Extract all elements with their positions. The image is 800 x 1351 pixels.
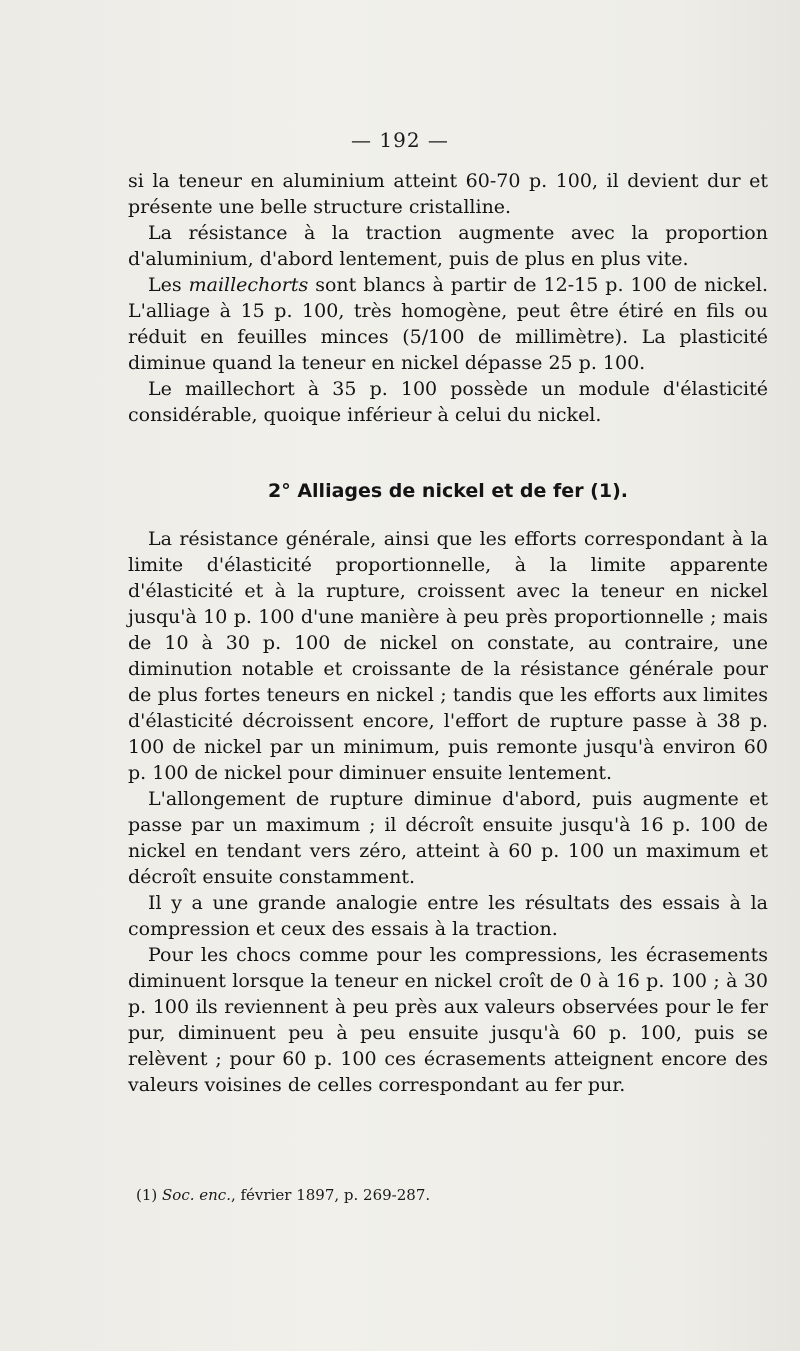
- footnote-source: Soc. enc.: [162, 1186, 231, 1204]
- body-text: [128, 168, 768, 1098]
- paragraph-maillechorts-lead: Les: [148, 274, 189, 296]
- paragraph-allongement: L'allongement de rupture diminue d'abord, puis augmente et passe par un maximum ; il décroît ensuite jusqu'à 16 p. 100 de nickel en tendant vers zéro, atteint à 60 p. 100 un maximum et décroît ensuite constamment.: [128, 788, 768, 888]
- footnote: [136, 1186, 430, 1204]
- paragraph-maillechorts-rest: sont blancs à partir de 12-15 p. 100 de nickel. L'alliage à 15 p. 100, très homogène, peut être étiré en fils ou réduit en feuilles minces (5/100 de millimètre). La plasticité diminue quand la teneur en nickel dépasse 25 p. 100.: [128, 274, 768, 374]
- paragraph-continuation: si la teneur en aluminium atteint 60-70 p. 100, il devient dur et présente une belle structure cristalline.: [128, 170, 768, 218]
- paragraph-traction: La résistance à la traction augmente avec la proportion d'aluminium, d'abord lentement, puis de plus en plus vite.: [128, 222, 768, 270]
- paragraph-maillechorts: [128, 272, 768, 376]
- section-heading: 2° Alliages de nickel et de fer (1).: [268, 480, 628, 502]
- paragraph-compression: Il y a une grande analogie entre les résultats des essais à la compression et ceux des essais à la traction.: [128, 892, 768, 940]
- footnote-marker: (1): [136, 1186, 163, 1204]
- paragraph-module-elasticite: Le maillechort à 35 p. 100 possède un module d'élasticité considérable, quoique inférieur à celui du nickel.: [128, 378, 768, 426]
- paragraph-resistance-generale: La résistance générale, ainsi que les efforts correspondant à la limite d'élasticité proportionnelle, à la limite apparente d'élasticité et à la rupture, croissent avec la teneur en nickel jusqu'à 10 p. 100 d'une manière à peu près proportionnelle ; mais de 10 à 30 p. 100 de nickel on constate, au contraire, une diminution notable et croissante de la résistance générale pour de plus fortes teneurs en nickel ; tandis que les efforts aux limites d'élasticité décroissent encore, l'effort de rupture passe à 38 p. 100 de nickel par un minimum, puis remonte jusqu'à environ 60 p. 100 de nickel pour diminuer ensuite lentement.: [128, 528, 768, 784]
- page-number: — 192 —: [351, 128, 449, 152]
- footnote-rest: , février 1897, p. 269-287.: [230, 1186, 431, 1204]
- maillechorts-term: maillechorts: [188, 274, 309, 296]
- paragraph-chocs: Pour les chocs comme pour les compressions, les écrasements diminuent lorsque la teneur en nickel croît de 0 à 16 p. 100 ; à 30 p. 100 ils reviennent à peu près aux valeurs observées pour le fer pur, diminuent peu à peu ensuite jusqu'à 60 p. 100, puis se relèvent ; pour 60 p. 100 ces écrasements atteignent encore des valeurs voisines de celles correspondant au fer pur.: [128, 944, 768, 1096]
